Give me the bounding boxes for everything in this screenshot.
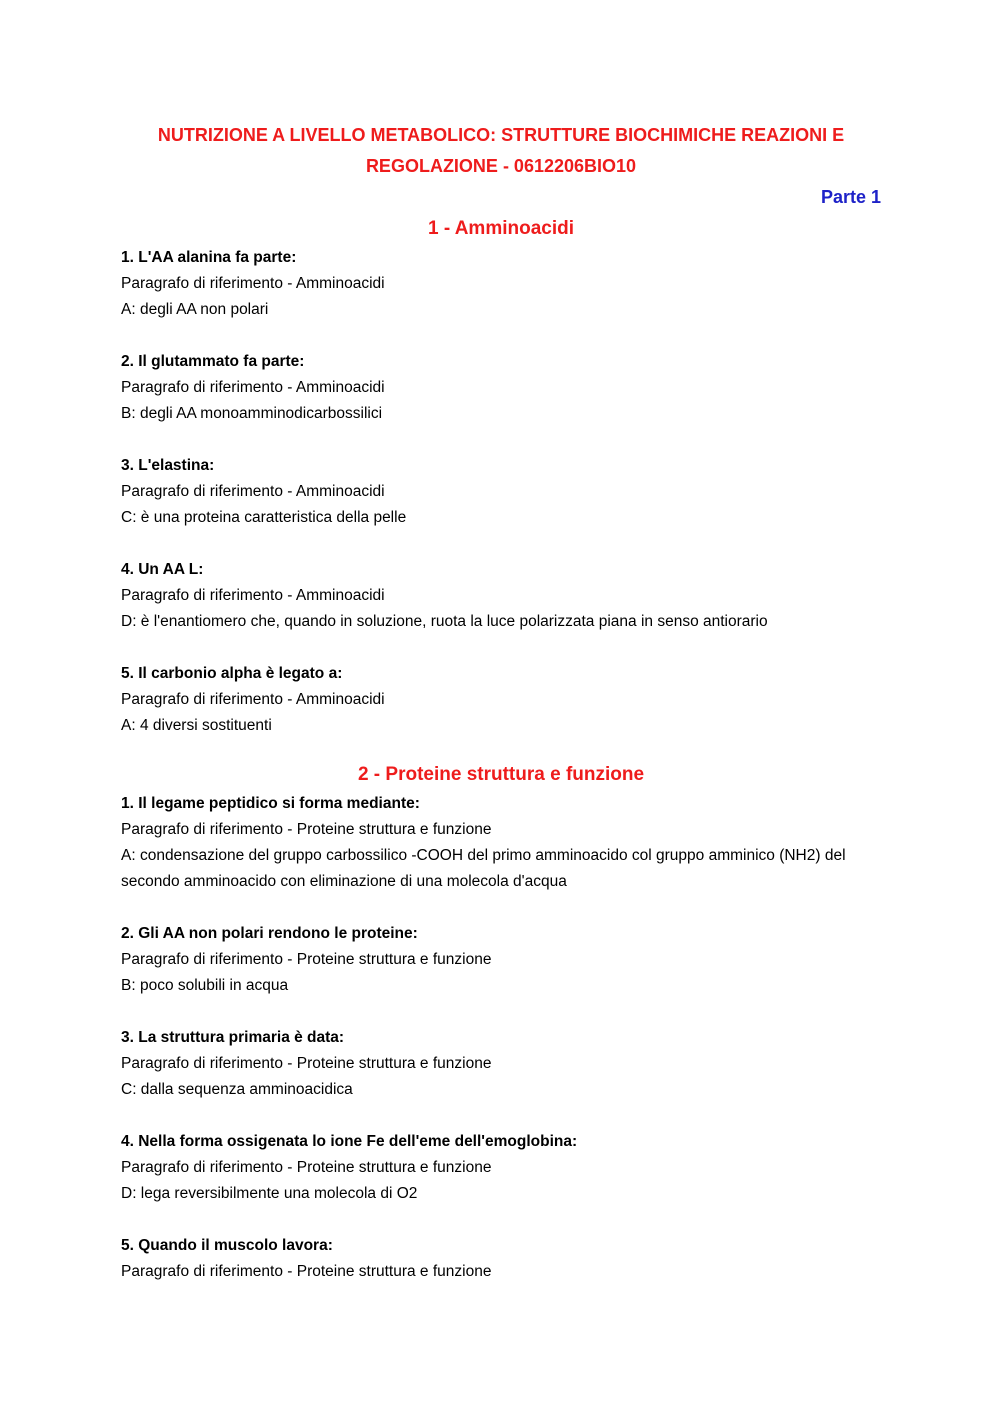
question-item — [121, 791, 881, 895]
part-label: Parte 1 — [820, 187, 881, 207]
question-reference: Paragrafo di riferimento - Amminoacidi — [121, 275, 385, 292]
question-answer: D: lega reversibilmente una molecola di O2 — [121, 1185, 418, 1202]
document-title-line2: REGOLAZIONE - 0612206BIO10 — [365, 156, 637, 176]
question-text: 3. L'elastina: — [121, 457, 215, 474]
question-item — [121, 1233, 881, 1285]
question-reference: Paragrafo di riferimento - Amminoacidi — [121, 691, 385, 708]
question-reference: Paragrafo di riferimento - Proteine struttura e funzione — [121, 951, 492, 968]
question-text: 1. L'AA alanina fa parte: — [121, 249, 297, 266]
document-page — [121, 120, 881, 1285]
section-title: 1 - Amminoacidi — [427, 218, 575, 239]
question-reference: Paragrafo di riferimento - Amminoacidi — [121, 483, 385, 500]
question-answer: C: dalla sequenza amminoacidica — [121, 1081, 353, 1098]
section — [121, 759, 881, 1285]
sections-container — [121, 213, 881, 1285]
question-item — [121, 661, 881, 739]
question-text: 4. Un AA L: — [121, 561, 204, 578]
question-item — [121, 921, 881, 999]
question-answer: C: è una proteina caratteristica della pelle — [121, 509, 407, 526]
question-item — [121, 1129, 881, 1207]
question-reference: Paragrafo di riferimento - Proteine struttura e funzione — [121, 1055, 492, 1072]
question-answer: A: condensazione del gruppo carbossilico -COOH del primo amminoacido col gruppo amminico (NH2) del secondo amminoacido con eliminazione di una molecola d'acqua — [121, 847, 846, 890]
question-text: 3. La struttura primaria è data: — [121, 1029, 345, 1046]
question-text: 4. Nella forma ossigenata lo ione Fe dell'eme dell'emoglobina: — [121, 1133, 578, 1150]
section-title: 2 - Proteine struttura e funzione — [357, 764, 645, 785]
section — [121, 213, 881, 739]
question-reference: Paragrafo di riferimento - Proteine struttura e funzione — [121, 821, 492, 838]
question-text: 2. Il glutammato fa parte: — [121, 353, 305, 370]
question-text: 1. Il legame peptidico si forma mediante: — [121, 795, 420, 812]
question-answer: B: poco solubili in acqua — [121, 977, 289, 994]
document-title-line1: NUTRIZIONE A LIVELLO METABOLICO: STRUTTURE BIOCHIMICHE REAZIONI E — [157, 125, 845, 145]
question-item — [121, 349, 881, 427]
question-text: 2. Gli AA non polari rendono le proteine: — [121, 925, 418, 942]
question-item — [121, 245, 881, 323]
question-text: 5. Il carbonio alpha è legato a: — [121, 665, 343, 682]
question-reference: Paragrafo di riferimento - Amminoacidi — [121, 379, 385, 396]
question-item — [121, 557, 881, 635]
question-answer: A: 4 diversi sostituenti — [121, 717, 272, 734]
question-answer: B: degli AA monoamminodicarbossilici — [121, 405, 383, 422]
question-answer: D: è l'enantiomero che, quando in soluzione, ruota la luce polarizzata piana in senso antiorario — [121, 613, 768, 630]
question-text: 5. Quando il muscolo lavora: — [121, 1237, 333, 1254]
question-answer: A: degli AA non polari — [121, 301, 269, 318]
question-item — [121, 453, 881, 531]
question-item — [121, 1025, 881, 1103]
document-title — [121, 120, 881, 182]
question-reference: Paragrafo di riferimento - Proteine struttura e funzione — [121, 1159, 492, 1176]
question-reference: Paragrafo di riferimento - Amminoacidi — [121, 587, 385, 604]
question-reference: Paragrafo di riferimento - Proteine struttura e funzione — [121, 1263, 492, 1280]
